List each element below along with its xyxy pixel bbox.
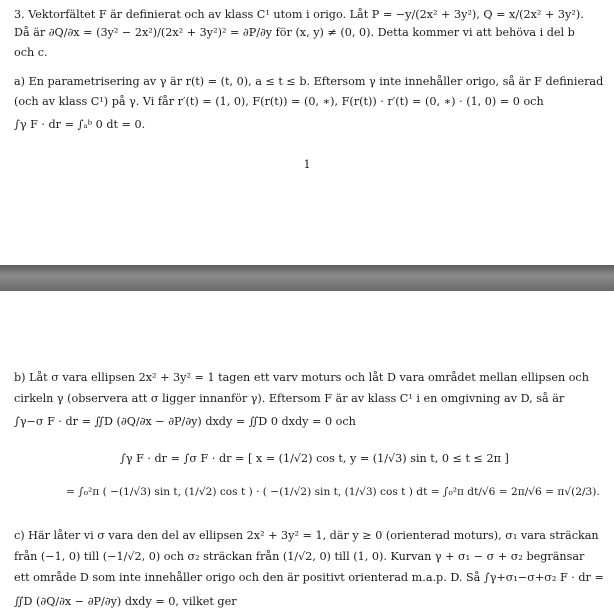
part-b-line-1: b) Låt σ vara ellipsen 2x² + 3y² = 1 tagen ett varv moturs och låt D vara området mellan ellipsen och xyxy=(14,371,589,384)
problem-3-line-3: och c. xyxy=(14,46,48,59)
page-number: 1 xyxy=(303,158,311,171)
part-c-line-1: c) Här låter vi σ vara den del av ellipsen 2x² + 3y² = 1, där y ≥ 0 (orienterad moturs), σ₁ vara sträckan xyxy=(14,529,599,542)
part-a-line-2: (och av klass C¹) på γ. Vi får r′(t) = (1, 0), F(r(t)) = (0, ∗), F(r(t)) · r′(t) = (0, ∗) · (1, 0) = 0 och xyxy=(14,95,544,108)
problem-3-line-2: Då är ∂Q/∂x = (3y² − 2x²)/(2x² + 3y²)² = ∂P/∂y för (x, y) ≠ (0, 0). Detta kommer vi att behöva i del b xyxy=(14,26,575,39)
part-b-line-2: cirkeln γ (observera att σ ligger innanför γ). Eftersom F är av klass C¹ i en omgivning av D, så är xyxy=(14,392,565,405)
part-a-line-1: a) En parametrisering av γ är r(t) = (t, 0), a ≤ t ≤ b. Eftersom γ inte innehåller origo, så är F definierad xyxy=(14,75,604,88)
part-a-line-3: ∫γ F · dr = ∫ₐᵇ 0 dt = 0. xyxy=(14,118,146,131)
display-equation-2: = ∫₀²π ( −(1/√3) sin t, (1/√2) cos t ) · ( −(1/√2) sin t, (1/√3) cos t ) dt = ∫₀²π dt/√6 = 2π/√6 = π√(2/3). xyxy=(66,486,600,498)
problem-3-line-1: 3. Vektorfältet F är definierat och av klass C¹ utom i origo. Låt P = −y/(2x² + 3y²), Q = x/(2x² + 3y²). xyxy=(14,8,584,21)
document-page-2 xyxy=(0,291,614,613)
part-c-line-3: ett område D som inte innehåller origo och den är positivt orienterad m.a.p. D. Så ∫γ+σ₁−σ+σ₂ F · dr = xyxy=(14,571,604,584)
page-separator xyxy=(0,265,614,291)
document-page-1 xyxy=(0,0,614,265)
display-equation-1: ∫γ F · dr = ∫σ F · dr = [ x = (1/√2) cos t, y = (1/√3) sin t, 0 ≤ t ≤ 2π ] xyxy=(120,452,509,465)
part-c-line-4: ∬D (∂Q/∂x − ∂P/∂y) dxdy = 0, vilket ger xyxy=(14,595,237,608)
part-b-line-3: ∫γ−σ F · dr = ∬D (∂Q/∂x − ∂P/∂y) dxdy = ∬D 0 dxdy = 0 och xyxy=(14,415,356,428)
part-c-line-2: från (−1, 0) till (−1/√2, 0) och σ₂ sträckan från (1/√2, 0) till (1, 0). Kurvan γ + σ₁ − σ + σ₂ begränsar xyxy=(14,550,585,563)
